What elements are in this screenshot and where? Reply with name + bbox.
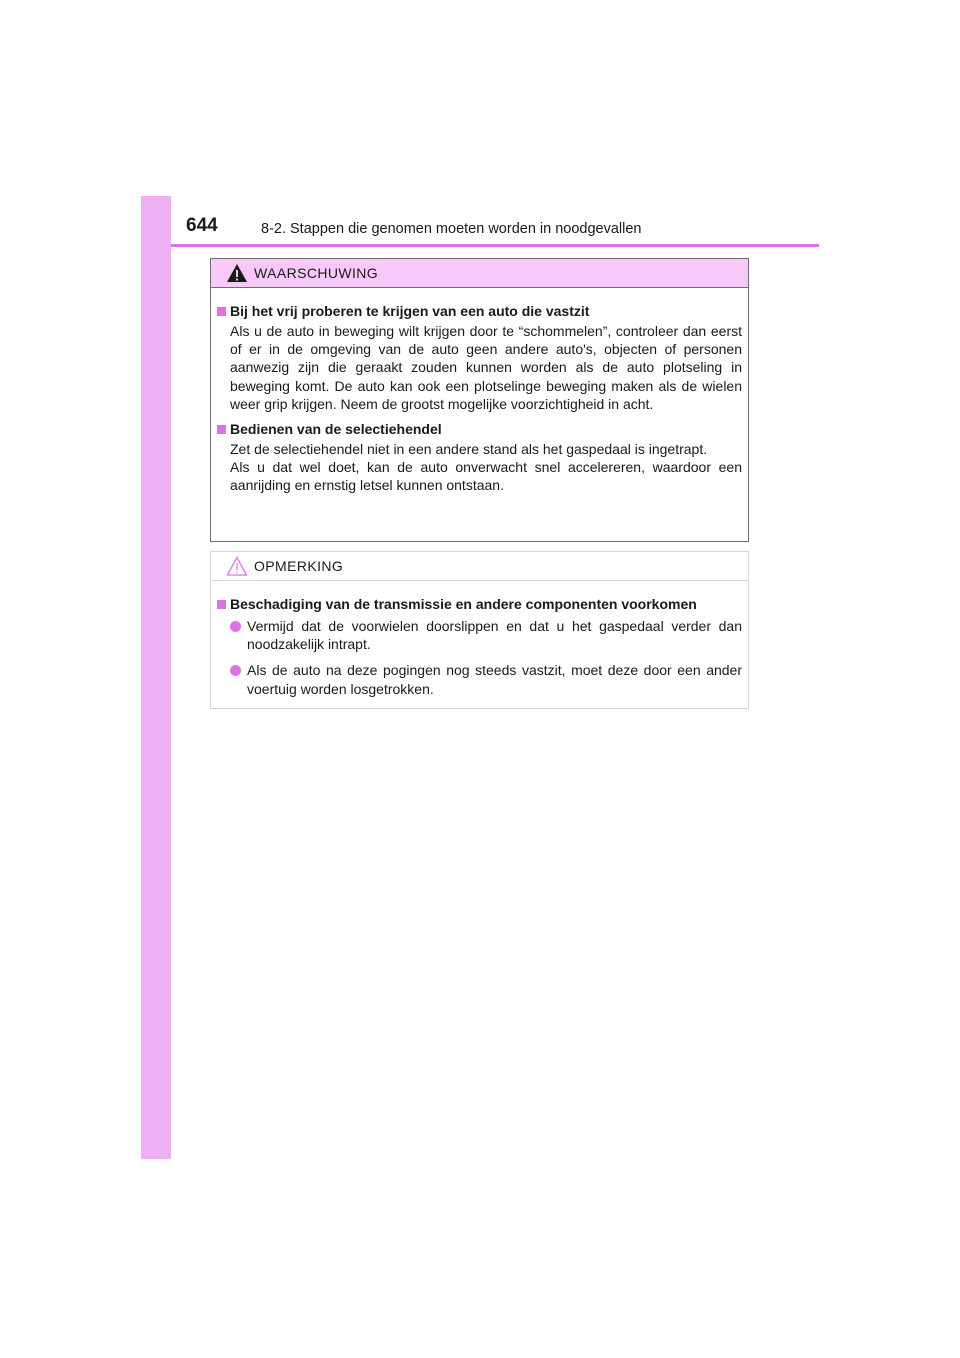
notice-bullet xyxy=(217,661,742,697)
warning-item-title-text: Bedienen van de selectiehendel xyxy=(230,421,442,438)
header-divider xyxy=(171,244,819,247)
caution-triangle-outline-icon xyxy=(226,556,248,576)
square-bullet-icon xyxy=(217,307,226,316)
square-bullet-icon xyxy=(217,600,226,609)
warning-item-text: Als u de auto in beweging wilt krijgen door te “schommelen”, controleer dan eerst of er in de omgeving van de auto geen andere auto's, objecten of personen aanwezig zijn die geraakt zouden kunnen worden als de auto plotseling in beweging komt. De auto kan ook een plotselinge beweging maken als de wielen weer grip krijgen. Neem de grootst mogelijke voorzichtigheid in acht. xyxy=(230,323,742,412)
chapter-sidebar-tab xyxy=(141,196,171,1159)
warning-item-text-continued: Als u dat wel doet, kan de auto onverwacht snel accelereren, waardoor een aanrijding en ernstig letsel kunnen ontstaan. xyxy=(230,459,742,494)
warning-triangle-filled-icon xyxy=(226,263,248,283)
warning-item-text: Zet de selectiehendel niet in een andere stand als het gaspedaal is ingetrapt. xyxy=(230,441,708,458)
warning-item-title xyxy=(217,302,742,321)
notice-bullet-text: Vermijd dat de voorwielen doorslippen en dat u het gaspedaal verder dan noodzakelijk intrapt. xyxy=(247,618,742,653)
chapter-title: 8-2. Stappen die genomen moeten worden in noodgevallen xyxy=(261,221,642,237)
notice-body xyxy=(211,581,748,698)
notice-item-title-text: Beschadiging van de transmissie en andere componenten voorkomen xyxy=(230,596,697,612)
page-number: 644 xyxy=(186,215,218,236)
notice-header xyxy=(211,552,748,581)
warning-heading: WAARSCHUWING xyxy=(254,265,379,281)
warning-header xyxy=(211,259,748,288)
round-bullet-icon xyxy=(230,665,241,676)
page-header xyxy=(171,212,819,246)
warning-item-title xyxy=(217,420,742,439)
notice-box xyxy=(210,551,749,709)
round-bullet-icon xyxy=(230,621,241,632)
notice-bullet-text: Als de auto na deze pogingen nog steeds vastzit, moet deze door een ander voertuig worden losgetrokken. xyxy=(247,662,742,697)
notice-item-title xyxy=(217,595,742,614)
notice-bullet xyxy=(217,617,742,653)
square-bullet-icon xyxy=(217,425,226,434)
warning-body xyxy=(211,288,748,495)
notice-heading: OPMERKING xyxy=(254,558,344,574)
warning-item-title-text: Bij het vrij proberen te krijgen van een auto die vastzit xyxy=(230,303,590,319)
warning-box xyxy=(210,258,749,542)
